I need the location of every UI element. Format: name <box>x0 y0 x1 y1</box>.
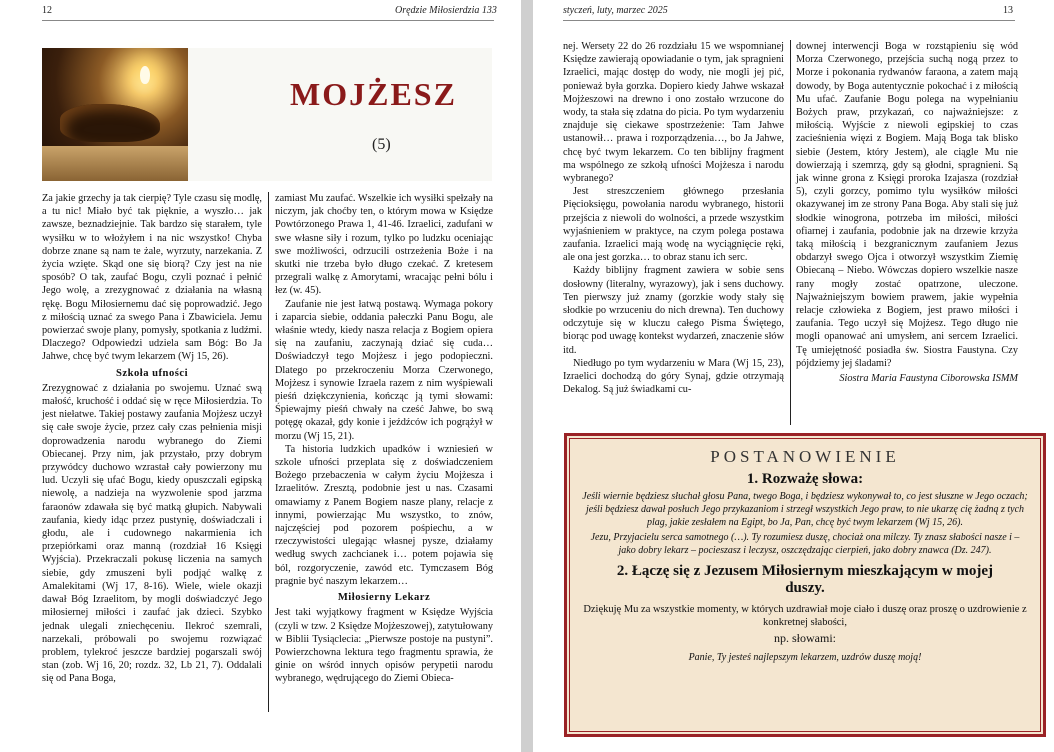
lamp-shape <box>60 104 160 142</box>
header-rule <box>563 20 1015 21</box>
right-page <box>533 0 1054 752</box>
subheading: Szkoła ufności <box>115 367 189 379</box>
running-title: Orędzie Miłosierdzia 133 <box>395 5 497 16</box>
paragraph: nej. Wersety 22 do 26 rozdziału 15 we wspomnianej Księdze zawierają opowiadanie o tym, jak spragnieni Izraelici, mając dostęp do wody, nie mogli jej pić, ponieważ była gorzka. Dopiero kiedy Jahwe wskazał Mojżeszowi na drewno i ono zostało wrzucone do wody, ta stała się zdatna do picia. Po tym wydarzeniu znajduje się ciekawe spostrzeżenie: Tam Jahwe ustanowił… prawa i rozporządzenia…, bo Ja Jahwe, chcę być twym lekarzem. Co ten biblijny fragment ma wspólnego ze szkołą ufności Mojżesza i narodu wybranego? <box>563 41 784 185</box>
paragraph: Ta historia ludzkich upadków i wzniesień w szkole ufności przeplata się z doświadczeniem Bożego przebaczenia w całym życiu Mojżesza i Izraelitów. Zresztą, podobnie jest u nas. Czasami omawiamy z Panem Bogiem nasze plany, relacje z innymi, powierzając Mu wszystko, to znów, najczęściej pod pozorem pośpiechu, a w rzeczywistości ulegając własnej pysze, działamy według swych zachcianek i… potem pojawia się ból, rozgoryczenie, zawód etc. Tymczasem Bóg pragnie być naszym lekarzem… <box>275 443 493 587</box>
paragraph: Niedługo po tym wydarzeniu w Mara (Wj 15, 23), Izraelici dochodzą do góry Synaj, gdzie otrzymają Dekalog. Są już świadkami cu- <box>563 357 784 396</box>
flame-shape <box>140 66 150 84</box>
right-column-1 <box>563 40 784 396</box>
paragraph: Za jakie grzechy ja tak cierpię? Tyle czasu się modlę, a tu nic! Miało być tak pięknie, a wyszło… jak zawsze, beznadziejnie. Tak bardzo się starałem, tyle wysiłku w to włożyłem i na nic wszystko! Chyba dobrze znane są nam te żale, wyrzuty, narzekania. Z życia wzięte. Skąd one się biorą? Czy jest na nie sposób? O tak, zaufać Bogu, czyli poznać i pełnić Jego wolę, a zrezygnować z działania na własną rękę. Bogu Miłosiernemu dać się poprowadzić. Jego z miłością uznać za swego Pana i Zbawiciela. Jemu powierzać swoje plany, pomysły, spotkania z ludźmi. Dlaczego? Odpowiedzi udziela sam Bóg: Bo Ja Jahwe, chcę być twym lekarzem (Wj 15, 26). <box>42 193 262 363</box>
paragraph: Jest taki wyjątkowy fragment w Księdze Wyjścia (czyli w tzw. 2 Księdze Mojżeszowej), zatytułowany w Biblii Tysiąclecia: „Pierwsze postoje na pustyni”. Powierzchowna lektura tego fragmentu sprawia, że ginie on wśród innych opisów perypetii narodu wybranego, wędrującego do Ziemi Obieca- <box>275 607 493 685</box>
article-header <box>42 48 492 181</box>
paragraph: Każdy biblijny fragment zawiera w sobie sens dosłowny (literalny, wyrazowy), jak i sens duchowy. Ten pierwszy już znamy (gorzkie wody stały się słodkie po wrzuceniu do nich drewna). Ten duchowy odczytuje się w kluczu całego Pisma Świętego, biorąc pod uwagę kontekst wydarzeń, znaczenie słów itd. <box>563 265 785 356</box>
left-page <box>0 0 521 752</box>
paragraph: Jest streszczeniem głównego przesłania Pięcioksięgu, powołania narodu wybranego, historii przejścia z niewoli do wolności, a przede wszystkim wyjaśnieniem w praktyce, na czym polega postawa zaufania. Izraelici mają wodę na wyciągnięcie ręki, ale ona jest gorzka… to obraz stanu ich serc. <box>563 186 784 264</box>
left-column-1 <box>42 192 262 686</box>
oil-lamp-photo <box>42 48 188 181</box>
paragraph: Zaufanie nie jest łatwą postawą. Wymaga pokory i zaparcia siebie, oddania pałeczki Panu Bogu, ale właśnie wtedy, kiedy nasza relacja z Bogiem opiera się na zaufaniu, zaczynają dziać się cuda… Doświadczył tego Mojżesz i jego podopieczni. Dlatego po przekroczeniu Morza Czerwonego, Mojżesz i synowie Izraela razem z nim wyśpiewali pieśń dziękczynienia, kończąc ją tymi słowami: Śpiewajmy pieśń chwały na cześć Jahwe, bo swą potęgę okazał, gdy konie i jeźdźców ich pogrążył w morzu (Wj 15, 21). <box>275 298 493 442</box>
header-rule <box>42 20 494 21</box>
subheading: Miłosierny Lekarz <box>337 592 431 604</box>
box-heading-1: 1. Rozważę słowa: <box>746 471 864 487</box>
open-book-shape <box>42 146 188 181</box>
diary-quote: Jezu, Przyjacielu serca samotnego (…). Ty rozumiesz duszę, chociaż ona milczy. Ty znasz słabości naszе i – jako dobry lekarz – pocieszasz i leczysz, oszczędzając cierpień, jako dobry znawca (Dz. 247). <box>590 532 1020 556</box>
right-column-2 <box>796 40 1018 385</box>
article-title: MOJŻESZ <box>290 76 457 112</box>
paragraph: zamiast Mu zaufać. Wszelkie ich wysiłki spełzały na niczym, jak choćby ten, o którym mowa w Księdze Powtórzonego Prawa 1, 41-46. Izraelici, zadufani w swe własne siły i rozum, tylko po ludzku oceniając swe możliwości, odrzucili ostrzeżenia Boże i na skutki nie trzeba było długo czekać. Z kretesem przegrali walkę z Amorytami, wracając pełni bólu i łez (w. 45). <box>275 193 493 297</box>
page-number: 12 <box>42 5 52 16</box>
prayer-text: Panie, Ty jesteś najlepszym lekarzem, uzdrów duszę moją! <box>688 652 922 663</box>
author-signature: Siostra Maria Faustyna Ciborowska ISMM <box>839 373 1018 385</box>
column-divider <box>790 40 791 425</box>
resolution-box <box>564 433 1046 737</box>
page-number: 13 <box>1003 5 1013 16</box>
example-label: np. słowami: <box>774 631 836 645</box>
box-title: POSTANOWIENIE <box>710 447 900 466</box>
thanks-text: Dziękuję Mu za wszystkie momenty, w których uzdrawiał moje ciało i duszę oraz proszę o uzdrowienie z konkretnej słabości, <box>583 604 1027 628</box>
column-divider <box>268 192 269 712</box>
paragraph: Zrezygnować z działania po swojemu. Uznać swą małość, kruchość i oddać się w ręce Miłosierdzia. To jest niełatwe. Takiej postawy zaufania Mojżesz uczył się całe swoje życie, przez cały czas pełnienia misji doprowadzenia narodu wybranego do Ziemi Obiecanej. Przy nim, jak przystało, przy dobrym przywódcy duchowo wzrastał cały powierzony mu lud. Uczyli się ufać Bogu, kiedy opuszczali egipską niewolę, a nadzieja na wyzwolenie spod jarzma faraonów zdawała się być matką głupich. Nabywali zaufania, kiedy idąc przez pustynię, doświadczali i głodu, ale i cudownego nakarmienia ich przepiórkami oraz manną (rozdział 16 Księgi Wyjścia). Przekraczali pokusę liczenia na samych siebie, gdy zmuszeni byli podjąć walkę z Amalekitami (Wj 17, 8-16). Wiele, wiele okazji dawał Bóg Izraelitom, by mogli doświadczyć Jego miłosiernej miłości i zaufać jak dzieci. Szybko jednak ulegali zniechęceniu. Ilekroć szemrali, narzekali, próbowali po swojemu rozwiązać problem, tylekroć jeszcze bardziej pogarszali swój stan (zob. Wj 16, 20; rozdz. 32, Lb 21, 7). Oddalali się od Pana Boga, <box>42 382 262 685</box>
scripture-quote: Jeśli wiernie będziesz słuchał głosu Pana, twego Boga, i będziesz wykonywał to, co jest słuszne w Jego oczach; jeśli będziesz dawał posłuch Jego przykazaniom i strzegł wszystkich Jego praw, to nie ukarzę cię żadną z tych plag, jakie zesłałem na Egipt, bo Ja, Pan, chcę być twym lekarzem (Wj 15, 26). <box>582 491 1028 528</box>
left-column-2 <box>275 192 493 686</box>
paragraph: downej interwencji Boga w rozstąpieniu się wód Morza Czerwonego, przejścia suchą nogą przez to Morze i pokonania rydwanów faraona, a zatem mają dowody, by Boga autentycznie pokochać i z miłością Mu ufać. Zaufanie Bogu polega na wypełnianiu Bożych praw, przykazań, co najważniejsze: z miłością. Wyjście z niewoli egipskiej to czas zacieśnienia więzi z Bogiem. Mają Boga tak blisko siebie (Jestem, który Jestem), ale ciągle Mu nie dowierzają i szemrzą, gdy są głodni, spragnieni. Są jak winne grona z Księgi proroka Izajasza (rozdział 5), czyli gorzcy, pomimo tylu wysiłków miłości okazywanej im ze strony Pana Boga. Aby stali się już słodkie winogrona, potrzeba im miłości, miłości ofiarnej i zaufania, podobnie jak na drzewie krzyża taką miłością i bezgranicznym zaufaniem Jezus obdarzył swego Ojca i otworzył wszystkim Ziemię Obiecaną – Niebo. Wówczas dopiero wszelkie nasze rany mogły zostać opatrzone, uleczone. Najważniejszym bowiem prawem, jakie wypełnia relacje człowieka z Bogiem, jest prawo miłości i zaufania. Tego uczył się Mojżesz. Tego długo nie mogli opanować ani umysłem, ani sercem Izraelici. Tę umiejętność posiadła św. Siostra Faustyna. Czy pójdziemy jej śladami? <box>796 41 1018 369</box>
part-number: (5) <box>372 136 391 153</box>
running-title: styczeń, luty, marzec 2025 <box>563 5 668 16</box>
box-heading-2: 2. Łączę się z Jezusem Miłosiernym mieszkającym w mojej duszy. <box>616 563 994 596</box>
